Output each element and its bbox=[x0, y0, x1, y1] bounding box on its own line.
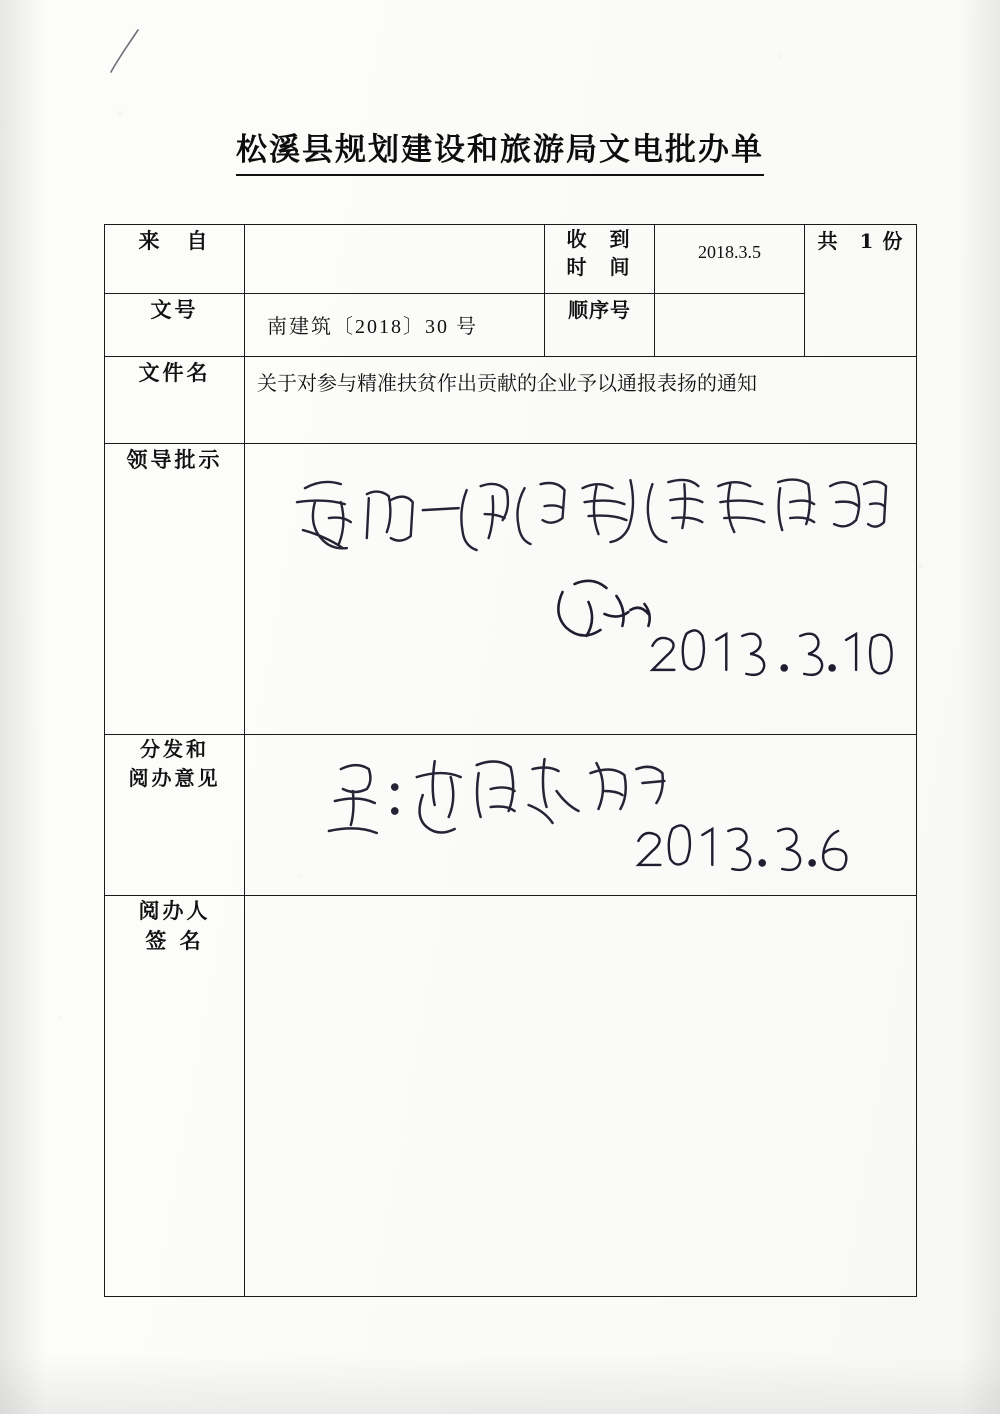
page-title-text: 松溪县规划建设和旅游局文电批办单 bbox=[236, 132, 764, 176]
leader-instruction-handwriting bbox=[245, 444, 916, 734]
table-row-reader-signature bbox=[105, 896, 917, 1297]
leader-instruction-value[interactable] bbox=[245, 444, 917, 735]
distribution-value[interactable] bbox=[245, 735, 917, 896]
sequence-value[interactable] bbox=[655, 294, 805, 357]
table-row-doc-number bbox=[105, 294, 917, 357]
distribution-label: 分发和 阅办意见 bbox=[105, 735, 245, 896]
reader-signature-value[interactable] bbox=[245, 896, 917, 1297]
page-left-shadow bbox=[0, 0, 46, 1414]
leader-instruction-label: 领导批示 bbox=[105, 444, 245, 735]
distribution-handwriting bbox=[245, 735, 916, 895]
file-name-value[interactable]: 关于对参与精准扶贫作出贡献的企业予以通报表扬的通知 bbox=[245, 357, 917, 444]
doc-number-value[interactable]: 南建筑〔2018〕30 号 bbox=[245, 294, 545, 357]
copies-label: 共 1 份 bbox=[805, 225, 917, 357]
table-row-file-name bbox=[105, 357, 917, 444]
table-row-distribution bbox=[105, 735, 917, 896]
received-time-label: 收 到 时 间 bbox=[545, 225, 655, 294]
source-label: 来 自 bbox=[105, 225, 245, 294]
file-name-label: 文件名 bbox=[105, 357, 245, 444]
stray-pen-mark-icon bbox=[108, 28, 142, 74]
doc-number-label: 文号 bbox=[105, 294, 245, 357]
table-row-leader-instruction bbox=[105, 444, 917, 735]
received-time-value[interactable]: 2018.3.5 bbox=[655, 225, 805, 294]
sequence-label: 顺序号 bbox=[545, 294, 655, 357]
page-right-shadow bbox=[960, 0, 1000, 1414]
page-bottom-shadow bbox=[0, 1354, 1000, 1414]
table-row-source bbox=[105, 225, 917, 294]
page-title bbox=[0, 124, 1000, 169]
approval-form-table bbox=[104, 224, 917, 1297]
reader-signature-label: 阅办人 签 名 bbox=[105, 896, 245, 1297]
source-value[interactable] bbox=[245, 225, 545, 294]
